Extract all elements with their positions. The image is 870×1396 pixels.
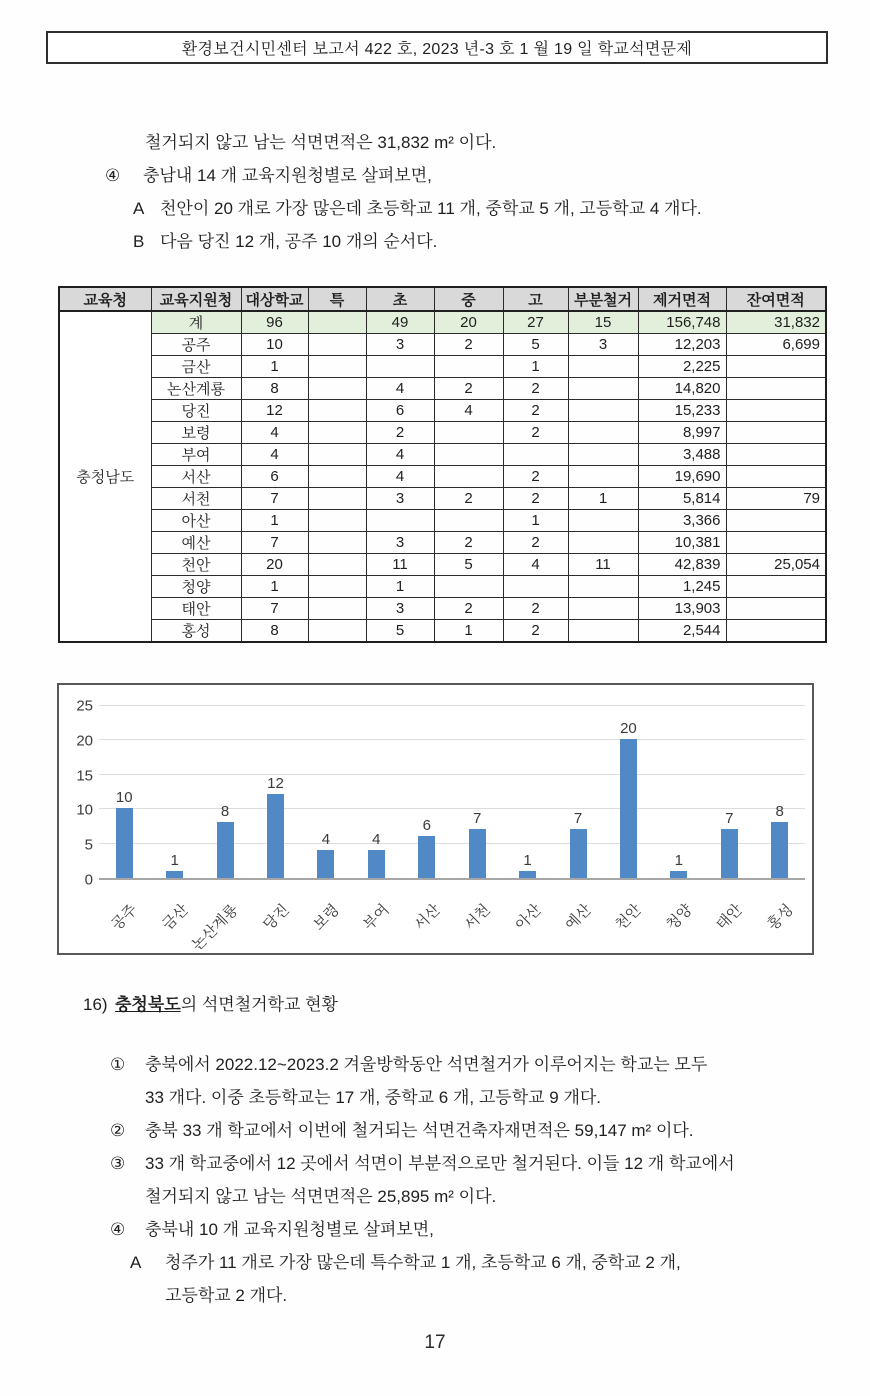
table-row [59,576,826,598]
value-cell: 4 [503,554,568,576]
chart-bar-group [704,706,754,878]
value-cell [308,576,366,598]
district-cell: 공주 [151,334,241,356]
page-number: 17 [424,1332,446,1353]
value-cell [726,356,826,378]
bar-value-label: 1 [523,852,532,870]
value-cell [726,466,826,488]
x-axis-label: 홍성 [763,901,797,934]
value-cell [568,444,638,466]
chart-bar-group [351,706,401,878]
intro-sub-a-text: 천안이 20 개로 가장 많은데 초등학교 11 개, 중학교 5 개, 고등학교 4 개다. [160,199,702,218]
bar-value-label: 8 [220,803,230,821]
district-cell: 부여 [151,444,241,466]
chart-bar-group [99,706,149,878]
value-cell [568,598,638,620]
value-cell [308,554,366,576]
circled-number-marker: ② [110,1121,126,1140]
value-cell [726,598,826,620]
value-cell [308,510,366,532]
intro-remaining-line [105,126,825,159]
value-cell [726,378,826,400]
x-axis-label-slot [188,886,250,955]
value-cell [366,356,434,378]
intro-sub-b [133,225,825,258]
chart-bar-group [553,706,603,878]
district-cell: 보령 [151,422,241,444]
x-axis-label: 공주 [108,901,141,934]
value-cell: 1 [366,576,434,598]
bar-value-label: 4 [372,831,381,849]
district-cell: 아산 [151,510,241,532]
x-axis-label: 부여 [360,901,394,934]
value-cell: 31,832 [726,311,826,334]
value-cell [308,311,366,334]
table-row [59,356,826,378]
district-cell: 홍성 [151,620,241,643]
value-cell [308,400,366,422]
value-cell: 14,820 [638,378,726,400]
value-cell: 11 [366,554,434,576]
value-cell: 42,839 [638,554,726,576]
letter-marker: A [133,199,145,218]
school-count-bar-chart [57,683,814,955]
value-cell: 1 [241,576,308,598]
value-cell: 156,748 [638,311,726,334]
table-row [59,488,826,510]
chart-bar [620,739,637,878]
x-axis-label: 논산계룡 [188,901,242,955]
x-axis-label: 보령 [310,901,343,934]
chart-bar [771,822,788,878]
district-cell: 서천 [151,488,241,510]
list-item-line [83,1180,823,1213]
value-cell: 3 [366,488,434,510]
letter-marker: B [133,232,145,251]
list-item-text: 충북에서 2022.12~2023.2 겨울방학동안 석면철거가 이루어지는 학교는 모두 [145,1055,708,1074]
table-row [59,620,826,643]
region-cell: 충청남도 [59,311,151,642]
value-cell: 3 [568,334,638,356]
chart-plot-area [99,706,805,880]
asbestos-summary-table [58,286,827,643]
y-axis-tick-label: 10 [76,801,93,819]
list-item-line [83,1081,823,1114]
y-axis-tick-label: 25 [76,697,93,715]
table-header-row [59,287,826,311]
bar-value-label: 7 [573,810,583,828]
chart-bar-group [502,706,552,878]
value-cell: 79 [726,488,826,510]
value-cell: 4 [366,378,434,400]
value-cell: 2 [366,422,434,444]
value-cell [308,598,366,620]
x-axis-label: 태안 [713,901,746,934]
value-cell: 4 [241,422,308,444]
x-axis-label: 당진 [259,901,293,934]
y-axis-tick-label: 20 [76,732,93,750]
value-cell: 7 [241,598,308,620]
value-cell [308,620,366,643]
value-cell: 6,699 [726,334,826,356]
section-16 [83,988,823,1312]
value-cell [568,422,638,444]
chart-bar-group [754,706,804,878]
value-cell [434,444,503,466]
district-cell: 태안 [151,598,241,620]
bar-value-label: 1 [674,852,684,870]
value-cell: 1 [241,510,308,532]
value-cell: 4 [241,444,308,466]
value-cell [568,356,638,378]
section-title-rest: 의 석면철거학교 현황 [180,995,338,1014]
bar-value-label: 1 [170,852,179,870]
list-item-line [83,1246,823,1279]
list-item-text: 33 개 학교중에서 12 곳에서 석면이 부분적으로만 철거된다. 이들 12 개 학교에서 [145,1154,735,1173]
value-cell: 6 [366,400,434,422]
y-axis-tick-label: 15 [76,767,93,785]
value-cell [308,532,366,554]
circled-number-marker: ④ [110,1220,126,1239]
value-cell [308,334,366,356]
value-cell: 2 [503,466,568,488]
table-row [59,532,826,554]
value-cell [434,510,503,532]
value-cell: 13,903 [638,598,726,620]
list-item-line [83,1279,823,1312]
chart-bar [570,829,587,878]
value-cell: 7 [241,488,308,510]
value-cell [308,356,366,378]
section-16-title [83,988,823,1021]
value-cell [568,510,638,532]
x-axis-label-slot [99,886,149,952]
chart-bar [368,850,385,878]
value-cell [568,576,638,598]
table-row [59,334,826,356]
list-item-text: 충북내 10 개 교육지원청별로 살펴보면, [145,1220,434,1239]
x-axis-label-slot [402,886,452,952]
column-header: 교육청 [59,287,151,311]
value-cell: 2 [434,488,503,510]
value-cell [568,378,638,400]
value-cell [308,488,366,510]
circled-number-marker: ① [110,1055,126,1074]
value-cell: 1 [241,356,308,378]
value-cell [726,422,826,444]
value-cell [308,444,366,466]
value-cell: 4 [366,444,434,466]
intro-section [105,126,825,258]
value-cell: 3 [366,532,434,554]
value-cell [434,356,503,378]
list-item-text: 33 개다. 이중 초등학교는 17 개, 중학교 6 개, 고등학교 9 개다. [145,1088,602,1107]
value-cell: 2 [503,598,568,620]
chart-bar [670,871,687,878]
value-cell: 4 [366,466,434,488]
value-cell [308,378,366,400]
table-row [59,311,826,334]
district-cell: 서산 [151,466,241,488]
x-axis-label-slot [502,886,552,952]
table-row [59,466,826,488]
value-cell: 27 [503,311,568,334]
value-cell: 2 [503,422,568,444]
value-cell: 2 [434,334,503,356]
value-cell [434,576,503,598]
table-row [59,422,826,444]
district-cell: 당진 [151,400,241,422]
value-cell: 1 [503,356,568,378]
x-axis-label: 금산 [158,901,192,934]
value-cell: 2,544 [638,620,726,643]
value-cell: 2 [503,378,568,400]
bar-value-label: 12 [267,775,284,793]
column-header: 잔여면적 [726,287,826,311]
column-header: 특 [308,287,366,311]
report-header-title: 환경보건시민센터 보고서 422 호, 2023 년-3 호 1 월 19 일 학교석면문제 [181,41,693,58]
value-cell [434,422,503,444]
x-axis-label: 청양 [663,901,696,934]
chart-y-axis [63,697,93,889]
value-cell: 5 [503,334,568,356]
x-axis-label-slot [452,886,502,952]
chart-bar [317,850,334,878]
value-cell [726,400,826,422]
table-row [59,400,826,422]
value-cell: 3,488 [638,444,726,466]
chart-bar-group [654,706,704,878]
table-row [59,444,826,466]
bar-value-label: 20 [620,719,637,737]
table-row [59,378,826,400]
district-cell: 계 [151,311,241,334]
value-cell: 6 [241,466,308,488]
x-axis-label: 천안 [612,901,646,934]
intro-remaining-text: 철거되지 않고 남는 석면면적은 31,832 m² 이다. [145,133,497,152]
value-cell: 2 [503,488,568,510]
bar-value-label: 8 [775,803,784,821]
letter-marker: A [130,1253,142,1272]
chart-bar-group [452,706,502,878]
value-cell: 2 [434,378,503,400]
value-cell [434,466,503,488]
value-cell: 12,203 [638,334,726,356]
x-axis-label-slot [603,886,653,952]
list-item-text: 철거되지 않고 남는 석면면적은 25,895 m² 이다. [145,1187,497,1206]
chart-bar-group [149,706,199,878]
x-axis-label-slot [553,886,603,952]
chart-bar [267,794,284,878]
value-cell: 25,054 [726,554,826,576]
x-axis-label: 아산 [511,901,545,934]
section-16-list [83,1048,823,1312]
district-cell: 금산 [151,356,241,378]
column-header: 제거면적 [638,287,726,311]
value-cell: 1,245 [638,576,726,598]
chart-bar-group [200,706,250,878]
y-axis-tick-label: 0 [84,871,93,889]
x-axis-label-slot [754,886,804,952]
value-cell [503,576,568,598]
bar-value-label: 10 [115,789,133,807]
value-cell [308,466,366,488]
chart-bar-group [301,706,351,878]
value-cell [568,620,638,643]
district-cell: 예산 [151,532,241,554]
table-row [59,598,826,620]
table-row [59,554,826,576]
value-cell: 20 [434,311,503,334]
y-axis-tick-label: 5 [84,836,93,854]
list-item-text: 청주가 11 개로 가장 많은데 특수학교 1 개, 초등학교 6 개, 중학교 2 개, [165,1253,681,1272]
value-cell [568,532,638,554]
value-cell: 15 [568,311,638,334]
chart-bar-group [402,706,452,878]
list-item-line [83,1147,823,1180]
value-cell: 2 [434,598,503,620]
value-cell: 1 [568,488,638,510]
value-cell: 2 [503,400,568,422]
value-cell: 7 [241,532,308,554]
x-axis-label-slot [704,886,754,952]
value-cell: 5 [366,620,434,643]
column-header: 교육지원청 [151,287,241,311]
value-cell: 2 [434,532,503,554]
district-cell: 논산계룡 [151,378,241,400]
value-cell: 49 [366,311,434,334]
chart-bar [418,836,435,878]
value-cell [726,444,826,466]
column-header: 중 [434,287,503,311]
value-cell: 5,814 [638,488,726,510]
value-cell: 3,366 [638,510,726,532]
x-axis-label: 예산 [562,901,595,934]
chart-bar [519,871,536,878]
value-cell: 1 [503,510,568,532]
bar-value-label: 6 [422,817,431,835]
value-cell: 2,225 [638,356,726,378]
value-cell [568,466,638,488]
value-cell: 19,690 [638,466,726,488]
report-header [46,31,828,64]
value-cell [366,510,434,532]
value-cell [726,532,826,554]
value-cell [308,422,366,444]
value-cell [568,400,638,422]
value-cell: 10,381 [638,532,726,554]
value-cell: 11 [568,554,638,576]
intro-item-4 [105,159,825,192]
list-item-line [83,1114,823,1147]
chart-bar [116,808,133,878]
value-cell [726,576,826,598]
value-cell: 5 [434,554,503,576]
bar-value-label: 7 [472,810,482,828]
value-cell: 10 [241,334,308,356]
value-cell [726,620,826,643]
value-cell: 15,233 [638,400,726,422]
value-cell: 8,997 [638,422,726,444]
bar-value-label: 4 [321,831,331,849]
district-cell: 청양 [151,576,241,598]
x-axis-label-slot [250,886,300,952]
value-cell [726,510,826,532]
value-cell: 96 [241,311,308,334]
column-header: 대상학교 [241,287,308,311]
bar-value-label: 7 [725,810,734,828]
x-axis-label-slot [351,886,401,952]
chart-bar [721,829,738,878]
value-cell: 12 [241,400,308,422]
chart-x-axis-labels [99,886,805,955]
list-item-line [83,1213,823,1246]
value-cell: 3 [366,334,434,356]
chart-bar-group [603,706,653,878]
x-axis-label-slot [301,886,351,952]
value-cell: 4 [434,400,503,422]
value-cell: 8 [241,378,308,400]
column-header: 부분철거 [568,287,638,311]
value-cell: 3 [366,598,434,620]
intro-sub-a [133,192,825,225]
section-title-region: 충청북도 [115,995,181,1014]
value-cell: 1 [434,620,503,643]
circled-number-marker: ④ [105,166,121,185]
chart-bar [217,822,234,878]
district-cell: 천안 [151,554,241,576]
summary-table-body [59,311,826,642]
column-header: 초 [366,287,434,311]
value-cell: 2 [503,532,568,554]
intro-sub-b-text: 다음 당진 12 개, 공주 10 개의 순서다. [160,232,438,251]
x-axis-label: 서천 [461,901,494,934]
list-item-text: 고등학교 2 개다. [165,1286,288,1305]
chart-bar-group [250,706,300,878]
x-axis-label: 서산 [410,901,444,934]
list-item-line [83,1048,823,1081]
chart-bars [99,706,805,878]
chart-bar [469,829,486,878]
column-header: 고 [503,287,568,311]
value-cell: 2 [503,620,568,643]
section-number: 16) [83,995,108,1014]
chart-bar [166,871,183,878]
x-axis-label-slot [654,886,704,952]
value-cell [503,444,568,466]
list-item-text: 충북 33 개 학교에서 이번에 철거되는 석면건축자재면적은 59,147 m² 이다. [145,1121,694,1140]
table-row [59,510,826,532]
value-cell: 8 [241,620,308,643]
value-cell: 20 [241,554,308,576]
circled-number-marker: ③ [110,1154,126,1173]
intro-item-4-text: 충남내 14 개 교육지원청별로 살펴보면, [143,166,432,185]
